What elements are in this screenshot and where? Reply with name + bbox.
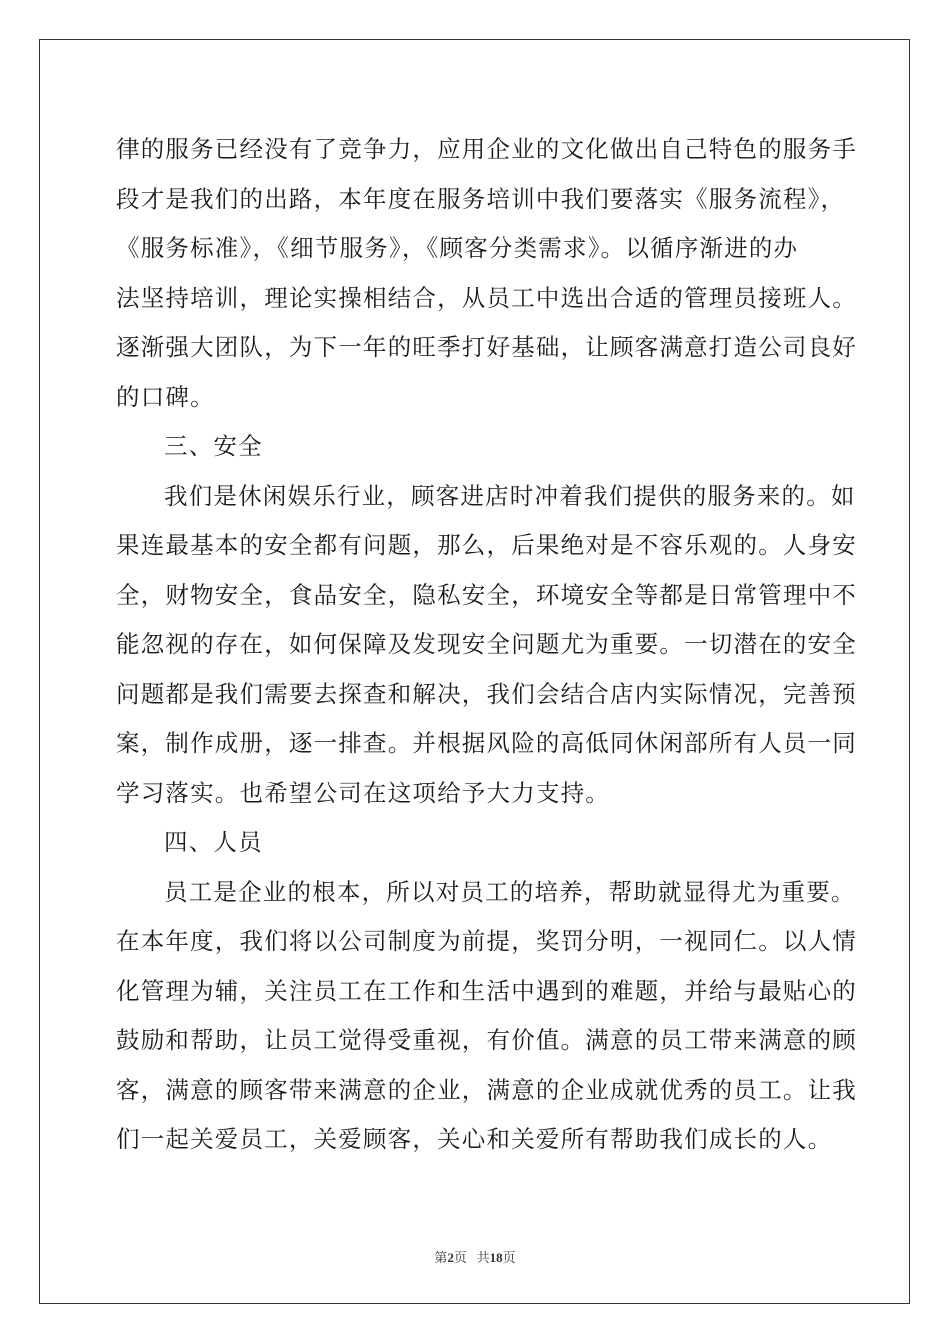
text-line: 在本年度，我们将以公司制度为前提，奖罚分明，一视同仁。以人情: [116, 927, 857, 955]
text-line: 我们是休闲娱乐行业，顾客进店时冲着我们提供的服务来的。如: [164, 481, 856, 510]
text-line: 员工是企业的根本，所以对员工的培养，帮助就显得尤为重要。: [164, 877, 856, 906]
text-line: 能忽视的存在，如何保障及发现安全问题尤为重要。一切潜在的安全: [116, 630, 857, 658]
footer-page-number: 2: [447, 1250, 454, 1265]
text-line: 化管理为辅，关注员工在工作和生活中遇到的难题，并给与最贴心的: [116, 976, 857, 1005]
text-line: 段才是我们的出路，本年度在服务培训中我们要落实《服务流程》，: [116, 184, 846, 213]
text-line: 学习落实。也希望公司在这项给予大力支持。: [116, 778, 610, 807]
document-body: [116, 125, 857, 1165]
page-footer: [0, 1247, 950, 1266]
text-line: 鼓励和帮助，让员工觉得受重视，有价值。满意的员工带来满意的顾: [116, 1026, 857, 1054]
text-line: 问题都是我们需要去探查和解决，我们会结合店内实际情况，完善预: [116, 679, 857, 708]
text-line: 逐渐强大团队，为下一年的旺季打好基础，让顾客满意打造公司良好: [116, 333, 857, 361]
footer-total-pages: 18: [489, 1250, 503, 1265]
text-line: 果连最基本的安全都有问题，那么，后果绝对是不容乐观的。人身安: [116, 531, 857, 559]
text-line: 三、安全: [164, 432, 263, 460]
text-line: 全，财物安全，食品安全，隐私安全，环境安全等都是日常管理中不: [116, 580, 857, 609]
footer-total-suffix: 页: [502, 1250, 516, 1265]
text-line: 客，满意的顾客带来满意的企业，满意的企业成就优秀的员工。让我: [116, 1075, 857, 1104]
text-line: 法坚持培训，理论实操相结合，从员工中选出合适的管理员接班人。: [116, 283, 857, 312]
footer-page-suffix: 页: [453, 1250, 467, 1265]
text-line: 的口碑。: [116, 382, 215, 411]
text-line: 《服务标准》，《细节服务》，《顾客分类需求》。以循序渐进的办: [116, 234, 799, 262]
text-line: 们一起关爱员工，关爱顾客，关心和关爱所有帮助我们成长的人。: [116, 1125, 833, 1153]
text-line: 四、人员: [164, 828, 263, 856]
footer-prefix: 第: [434, 1250, 448, 1265]
footer-total-prefix: 共: [476, 1250, 490, 1265]
text-line: 案，制作成册，逐一排查。并根据风险的高低同休闲部所有人员一同: [116, 729, 857, 757]
text-line: 律的服务已经没有了竞争力，应用企业的文化做出自己特色的服务手: [116, 135, 857, 163]
